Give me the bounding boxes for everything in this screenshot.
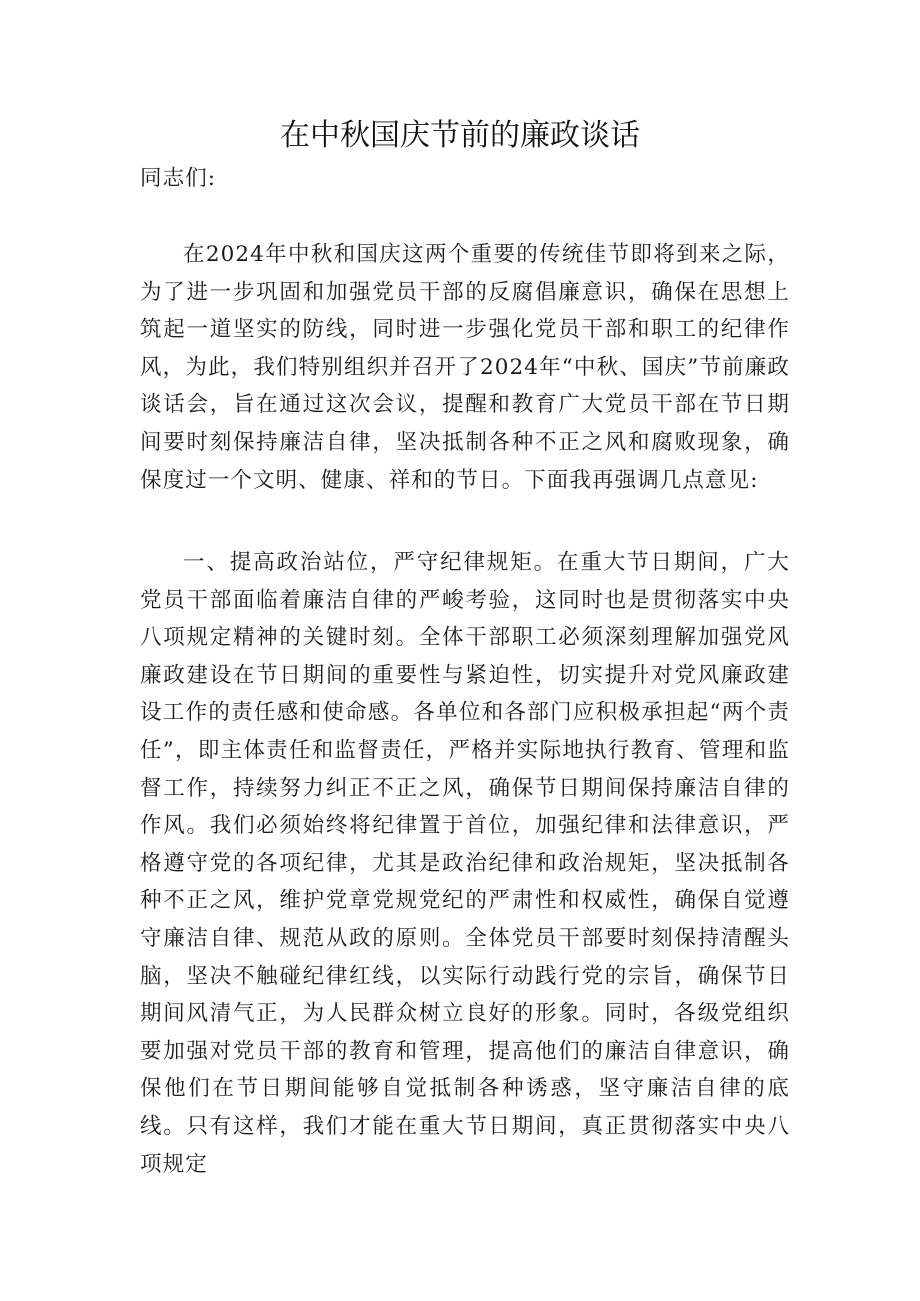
salutation — [140, 160, 790, 198]
paragraph-1-text: 在2024年中秋和国庆这两个重要的传统佳节即将到来之际，为了进一步巩固和加强党员干部的反腐倡廉意识，确保在思想上筑起一道坚实的防线，同时进一步强化党员干部和职工的纪律作风，为此，我们特别组织并召开了2024年“中秋、国庆”节前廉政谈话会，旨在通过这次会议，提醒和教育广大党员干部在节日期间要时刻保持廉洁自律，坚决抵制各种不正之风和腐败现象，确保度过一个文明、健康、祥和的节日。下面我再强调几点意见: — [140, 242, 790, 493]
document-title: 在中秋国庆节前的廉政谈话 — [280, 118, 640, 153]
paragraph-2-text: 一、提高政治站位，严守纪律规矩。在重大节日期间，广大党员干部面临着廉洁自律的严峻考验，这同时也是贯彻落实中央八项规定精神的关键时刻。全体干部职工必须深刻理解加强党风廉政建设在节日期间的重要性与紧迫性，切实提升对党风廉政建设工作的责任感和使命感。各单位和各部门应积极承担起“两个责任”，即主体责任和监督责任，严格并实际地执行教育、管理和监督工作，持续努力纠正不正之风，确保节日期间保持廉洁自律的作风。我们必须始终将纪律置于首位，加强纪律和法律意识，严格遵守党的各项纪律，尤其是政治纪律和政治规矩，坚决抵制各种不正之风，维护党章党规党纪的严肃性和权威性，确保自觉遵守廉洁自律、规范从政的原则。全体党员干部要时刻保持清醒头脑，坚决不触碰纪律红线，以实际行动践行党的宗旨，确保节日期间风清气正，为人民群众树立良好的形象。同时，各级党组织要加强对党员干部的教育和管理，提高他们的廉洁自律意识，确保他们在节日期间能够自觉抵制各种诱惑，坚守廉洁自律的底线。只有这样，我们才能在重大节日期间，真正贯彻落实中央八项规定 — [140, 550, 790, 1177]
paragraph-section-one — [140, 544, 790, 1183]
paragraph-intro — [140, 236, 790, 499]
salutation-text: 同志们: — [140, 166, 217, 191]
